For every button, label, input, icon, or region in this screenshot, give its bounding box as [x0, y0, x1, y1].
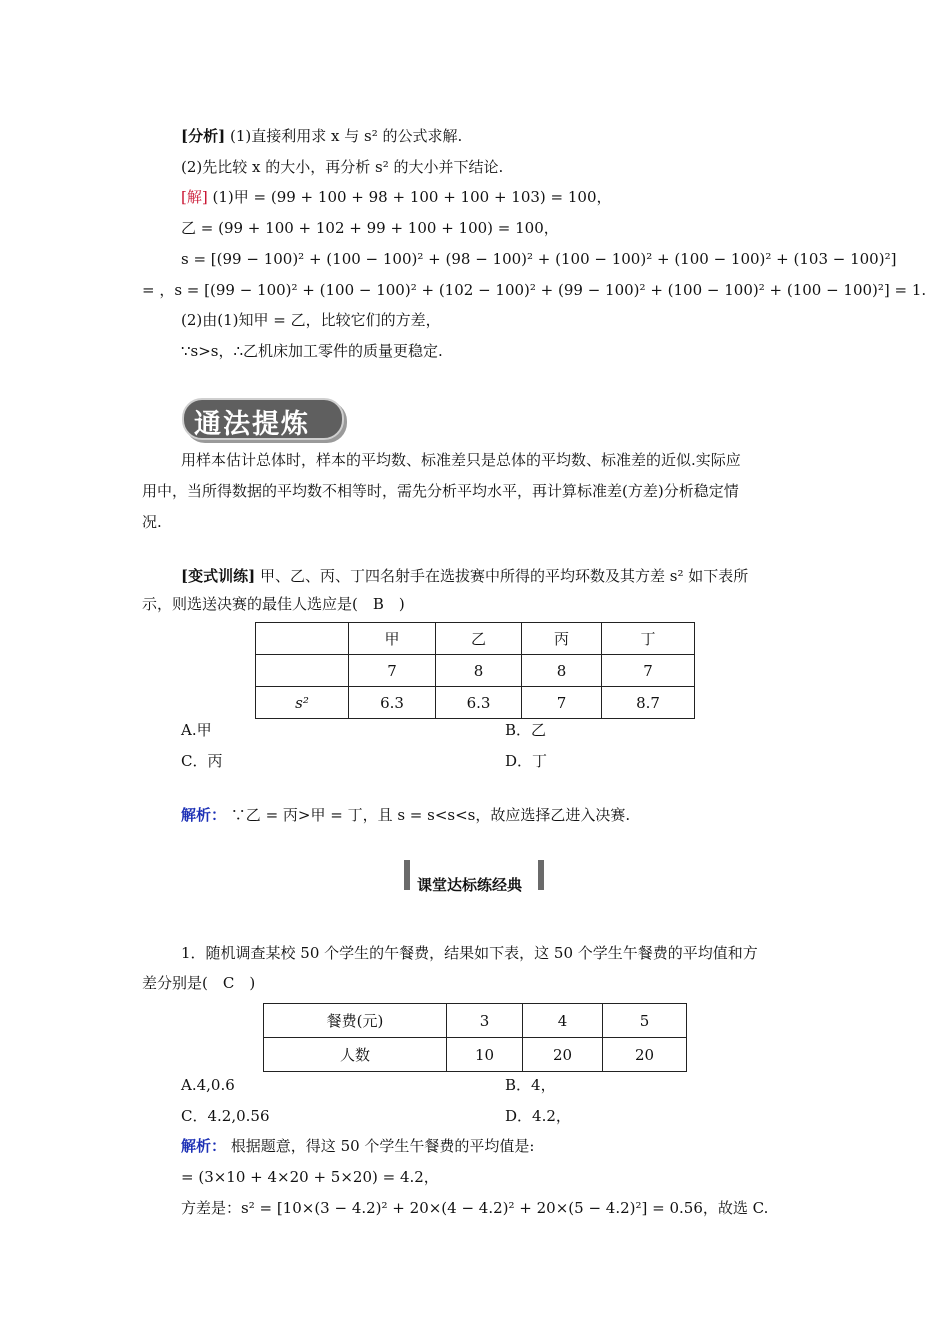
- variant-option-a: A.甲: [181, 721, 212, 739]
- q1-option-c: C．4.2,0.56: [181, 1107, 270, 1125]
- table-cell: 人数: [264, 1038, 447, 1072]
- variant-question-1: 甲、乙、丙、丁四名射手在选拔赛中所得的平均环数及其方差 s² 如下表所: [259, 567, 749, 585]
- solution-line-2: 乙 = (99 + 100 + 102 + 99 + 100 + 100) = 100，: [181, 219, 559, 237]
- q1-explain-line-3: 方差是：s² = [10×(3 − 4.2)² + 20×(4 − 4.2)² + 20×(5 − 4.2)²] = 0.56，故选 C.: [181, 1199, 769, 1217]
- method-banner: [182, 398, 348, 442]
- table-cell: 20: [603, 1038, 687, 1072]
- table-cell: 6.3: [349, 687, 436, 719]
- table-cell: 餐费(元): [264, 1004, 447, 1038]
- variant-line-1: [181, 566, 748, 586]
- q1-table: [263, 1003, 687, 1072]
- table-cell: 4: [523, 1004, 603, 1038]
- solution-line-1: [181, 187, 612, 207]
- variant-explain-tag: 解析：: [181, 806, 227, 824]
- section-left-bar: [404, 860, 410, 890]
- table-cell: 8: [522, 655, 602, 687]
- q1-option-b: B．4，: [505, 1076, 556, 1094]
- method-line-3: 况.: [142, 513, 162, 531]
- solution-line-3: s = [(99 − 100)² + (100 − 100)² + (98 − 100)² + (100 − 100)² + (100 − 100)² + (103 − 100)²]: [181, 250, 897, 268]
- variant-table: [255, 622, 695, 719]
- q1-explain-line-1: [181, 1136, 534, 1156]
- table-cell: 5: [603, 1004, 687, 1038]
- table-cell: [256, 623, 349, 655]
- variant-explain-text: ∵乙 = 丙>甲 = 丁，且 s = s<s<s，故应选择乙进入决赛.: [230, 806, 631, 824]
- variant-option-b: B．乙: [505, 721, 547, 739]
- table-cell: 20: [523, 1038, 603, 1072]
- table-row: [256, 655, 695, 687]
- table-cell: s²: [256, 687, 349, 719]
- solution-line-5: (2)由(1)知甲 = 乙，比较它们的方差，: [181, 311, 441, 329]
- table-cell: 8: [436, 655, 522, 687]
- table-cell: 7: [522, 687, 602, 719]
- table-cell: [256, 655, 349, 687]
- analysis-tag: [分析]: [181, 127, 226, 145]
- table-cell: 7: [602, 655, 695, 687]
- method-line-2: 用中，当所得数据的平均数不相等时，需先分析平均水平，再计算标准差(方差)分析稳定情: [142, 482, 739, 500]
- table-cell: 甲: [349, 623, 436, 655]
- table-cell: 8.7: [602, 687, 695, 719]
- section-title: 课堂达标练经典: [417, 876, 523, 894]
- q1-explain-line-2: = (3×10 + 4×20 + 5×20) = 4.2，: [181, 1168, 439, 1186]
- table-cell: 丙: [522, 623, 602, 655]
- q1-option-a: A.4,0.6: [181, 1076, 235, 1094]
- table-row: [256, 687, 695, 719]
- variant-explain: [181, 805, 630, 825]
- q1-option-d: D．4.2，: [505, 1107, 571, 1125]
- q1-explain-text-1: 根据题意，得这 50 个学生午餐费的平均值是:: [230, 1137, 535, 1155]
- analysis-line-1: [181, 126, 462, 146]
- section-right-bar: [538, 860, 544, 890]
- table-cell: 丁: [602, 623, 695, 655]
- table-cell: 3: [447, 1004, 523, 1038]
- solution-tag: [解]: [181, 188, 208, 206]
- variant-tag: [变式训练]: [181, 567, 256, 585]
- q1-line-1: 1．随机调查某校 50 个学生的午餐费，结果如下表，这 50 个学生午餐费的平均值和方: [181, 944, 758, 962]
- table-cell: 10: [447, 1038, 523, 1072]
- table-cell: 6.3: [436, 687, 522, 719]
- table-row: [264, 1004, 687, 1038]
- solution-line-6: ∵s>s，∴乙机床加工零件的质量更稳定.: [181, 342, 443, 360]
- analysis-text-1: (1)直接利用求 x 与 s² 的公式求解.: [229, 127, 463, 145]
- variant-line-2: 示，则选送决赛的最佳人选应是( B ): [142, 595, 405, 613]
- variant-option-c: C．丙: [181, 752, 223, 770]
- table-row: [264, 1038, 687, 1072]
- table-cell: 7: [349, 655, 436, 687]
- method-banner-title: 通法提炼: [194, 409, 310, 440]
- q1-explain-tag: 解析：: [181, 1137, 227, 1155]
- solution-line-4: = ，s = [(99 − 100)² + (100 − 100)² + (102 − 100)² + (99 − 100)² + (100 − 100)² + (100 − 100)²] = 1.: [142, 281, 927, 299]
- solution-text-1: (1)甲 = (99 + 100 + 98 + 100 + 100 + 103) = 100，: [212, 188, 612, 206]
- q1-line-2: 差分别是( C ): [142, 974, 256, 992]
- variant-option-d: D．丁: [505, 752, 548, 770]
- analysis-line-2: (2)先比较 x 的大小，再分析 s² 的大小并下结论.: [181, 158, 504, 176]
- table-row: [256, 623, 695, 655]
- method-line-1: 用样本估计总体时，样本的平均数、标准差只是总体的平均数、标准差的近似.实际应: [181, 451, 741, 469]
- table-cell: 乙: [436, 623, 522, 655]
